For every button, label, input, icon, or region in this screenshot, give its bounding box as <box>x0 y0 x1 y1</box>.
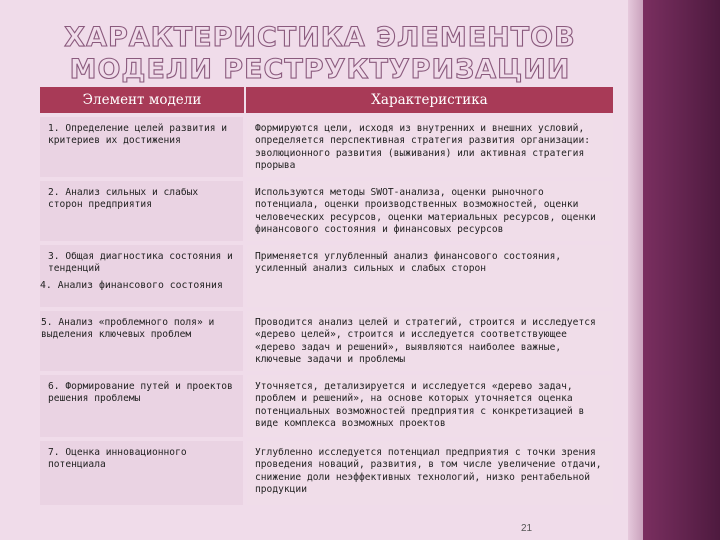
header-characteristic: Характеристика <box>245 87 613 115</box>
page-number: 21 <box>521 523 533 534</box>
table-row <box>40 439 613 505</box>
description-cell: Проводится анализ целей и стратегий, строится и исследуется «дерево целей», строится и исследуется соответствующее «дерево задач и решений», выявляются наиболее важные, ключевые задачи и проблемы <box>245 309 613 373</box>
element-cell: 5. Анализ «проблемного поля» и выделения ключевых проблем <box>40 309 245 373</box>
element-cell: 6. Формирование путей и проектов решения проблемы <box>40 373 245 439</box>
table-row <box>40 373 613 439</box>
description-cell: Уточняется, детализируется и исследуется «дерево задач, проблем и решений», на основе которых уточняется оценка потенциальных возможностей предприятия с конкретизацией в виде комплекса возможных проектов <box>245 373 613 439</box>
element-cell: 1. Определение целей развития и критериев их достижения <box>40 115 245 179</box>
decorative-side-band <box>643 0 720 540</box>
description-cell: Углубленно исследуется потенциал предприятия с точки зрения проведения новаций, развития, в том числе увеличение отдачи, снижение доли неэффективных технологий, низко рентабельной продукции <box>245 439 613 505</box>
table-row <box>40 243 613 309</box>
element-subtext: 4. Анализ финансового состояния <box>40 279 223 291</box>
element-cell: 7. Оценка инновационного потенциала <box>40 439 245 505</box>
header-element: Элемент модели <box>40 87 245 115</box>
table-row <box>40 115 613 179</box>
description-cell: Формируются цели, исходя из внутренних и внешних условий, определяется перспективная стратегия развития организации: эволюционного развития (выживания) или активная стратегия прорыва <box>245 115 613 179</box>
table-row <box>40 309 613 373</box>
elements-table <box>40 87 613 505</box>
decorative-strip <box>628 0 643 540</box>
table-row <box>40 179 613 243</box>
slide-title: ХАРАКТЕРИСТИКА ЭЛЕМЕНТОВ МОДЕЛИ РЕСТРУКТУРИЗАЦИИ <box>64 22 576 85</box>
table-header-row <box>40 87 613 115</box>
description-cell: Используются методы SWOT-анализа, оценки рыночного потенциала, оценки производственных возможностей, оценки человеческих ресурсов, оценки материальных ресурсов, оценки финансового состояния и финансовых ресурсов <box>245 179 613 243</box>
description-cell: Применяется углубленный анализ финансового состояния, усиленный анализ сильных и слабых сторон <box>245 243 613 309</box>
element-cell: 2. Анализ сильных и слабых сторон предприятия <box>40 179 245 243</box>
element-cell <box>40 243 245 309</box>
element-text: 3. Общая диагностика состояния и тенденций <box>48 251 233 275</box>
